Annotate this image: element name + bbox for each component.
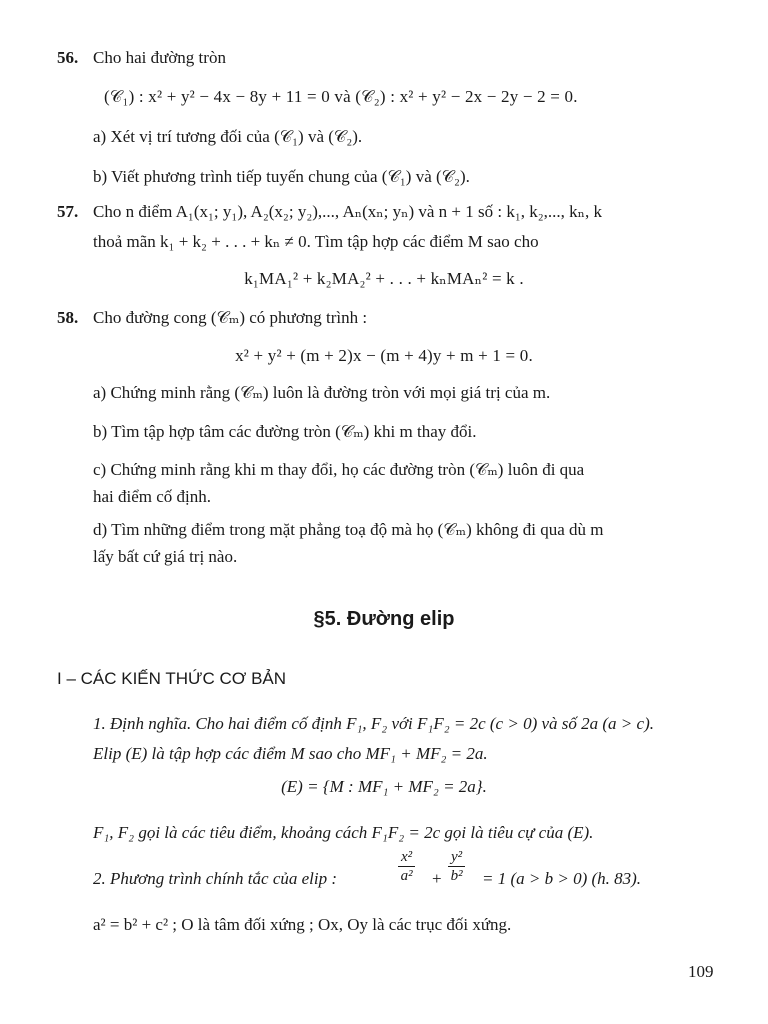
plus-sign: +: [432, 869, 442, 888]
problem-58-part-c-line-1: c) Chứng minh rằng khi m thay đổi, họ các đường tròn (𝒞ₘ) luôn đi qua: [93, 460, 585, 479]
definition-line-1: 1. Định nghĩa. Cho hai điểm cố định F₁, F₂ với F₁F₂ = 2c (c > 0) và số 2a (a > c).: [93, 714, 654, 733]
problem-58-intro-line: [57, 307, 367, 329]
section-subtitle: I – CÁC KIẾN THỨC CƠ BẢN: [57, 669, 287, 688]
definition-line-2: Elip (E) là tập hợp các điểm M sao cho MF₁ + MF₂ = 2a.: [93, 744, 488, 763]
problem-56-number: 56.: [57, 48, 79, 67]
problem-58-number: 58.: [57, 308, 79, 327]
fraction-y-numerator: y²: [448, 848, 465, 867]
problem-57-text-1: Cho n điểm A₁(x₁; y₁), A₂(x₂; y₂),..., Aₙ(xₙ; yₙ) và n + 1 số : k₁, k₂,..., kₙ, k: [93, 202, 603, 221]
section-title: §5. Đường elip: [313, 608, 455, 630]
problem-58-equation: x² + y² + (m + 2)x − (m + 4)y + m + 1 = 0.: [235, 346, 533, 365]
problem-56-part-a: a) Xét vị trí tương đối của (𝒞₁) và (𝒞₂).: [93, 127, 363, 146]
problem-57-number: 57.: [57, 202, 79, 221]
fraction-b-denominator: b²: [450, 868, 463, 884]
problem-58-part-d-line-2: lấy bất cứ giá trị nào.: [93, 547, 238, 566]
problem-56-intro-line: [57, 47, 226, 69]
problem-57-formula: k₁MA₁² + k₂MA₂² + . . . + kₙMAₙ² = k .: [244, 269, 524, 288]
problem-58-part-a: a) Chứng minh rằng (𝒞ₘ) luôn là đường tròn với mọi giá trị của m.: [93, 383, 551, 402]
problem-57-line-1: [57, 201, 602, 223]
relation-line: a² = b² + c² ; O là tâm đối xứng ; Ox, Oy là các trục đối xứng.: [93, 915, 512, 934]
fraction-y-over-b: [448, 848, 465, 885]
problem-58-part-b: b) Tìm tập hợp tâm các đường tròn (𝒞ₘ) khi m thay đổi.: [93, 422, 477, 441]
canonical-equation-suffix: = 1 (a > b > 0) (h. 83).: [482, 869, 642, 888]
definition-formula: (E) = {M : MF₁ + MF₂ = 2a}.: [281, 777, 487, 796]
page-number: 109: [688, 962, 714, 981]
problem-56-equations: (𝒞₁) : x² + y² − 4x − 8y + 11 = 0 và (𝒞₂) : x² + y² − 2x − 2y − 2 = 0.: [104, 87, 578, 106]
foci-definition: F₁, F₂ gọi là các tiêu điểm, khoảng cách F₁F₂ = 2c gọi là tiêu cự của (E).: [93, 823, 594, 842]
problem-58-part-d-line-1: d) Tìm những điểm trong mặt phẳng toạ độ mà họ (𝒞ₘ) không đi qua dù m: [93, 520, 604, 539]
fraction-x-numerator: x²: [398, 848, 415, 867]
problem-56-intro: Cho hai đường tròn: [93, 48, 226, 67]
fraction-x-over-a: [398, 848, 415, 885]
problem-58-part-c-line-2: hai điểm cố định.: [93, 487, 212, 506]
problem-58-intro: Cho đường cong (𝒞ₘ) có phương trình :: [93, 308, 368, 327]
fraction-a-denominator: a²: [400, 868, 413, 884]
canonical-equation-prefix: 2. Phương trình chính tắc của elip :: [93, 869, 338, 888]
problem-57-text-2: thoả mãn k₁ + k₂ + . . . + kₙ ≠ 0. Tìm tập hợp các điểm M sao cho: [93, 232, 539, 251]
problem-56-part-b: b) Viết phương trình tiếp tuyến chung của (𝒞₁) và (𝒞₂).: [93, 167, 470, 186]
